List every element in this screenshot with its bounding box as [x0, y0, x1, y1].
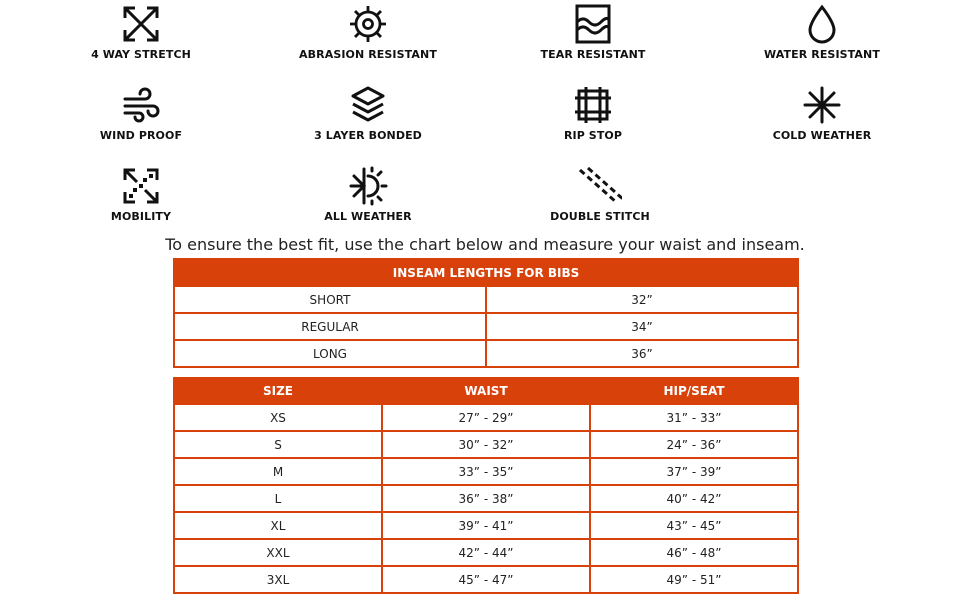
feature-cold-weather — [747, 83, 897, 142]
table-row — [174, 512, 798, 539]
feature-label: WATER RESISTANT — [764, 48, 880, 61]
all-weather-icon — [346, 164, 390, 208]
table-row — [174, 566, 798, 593]
inseam-length-name: SHORT — [174, 286, 486, 313]
hip-seat-cell: 46” - 48” — [590, 539, 798, 566]
waist-cell: 36” - 38” — [382, 485, 590, 512]
hip-seat-cell: 40” - 42” — [590, 485, 798, 512]
size-cell: M — [174, 458, 382, 485]
waist-column-header: WAIST — [382, 378, 590, 404]
feature-abrasion-resistant — [293, 2, 443, 61]
inseam-length-value: 34” — [486, 313, 798, 340]
feature-label: COLD WEATHER — [772, 129, 872, 142]
table-row — [174, 340, 798, 367]
size-cell: 3XL — [174, 566, 382, 593]
inseam-length-value: 36” — [486, 340, 798, 367]
mobility-icon — [119, 164, 163, 208]
feature-all-weather — [293, 164, 443, 223]
feature-label: DOUBLE STITCH — [550, 210, 650, 223]
table-row — [174, 313, 798, 340]
feature-tear-resistant — [518, 2, 668, 61]
size-cell: XS — [174, 404, 382, 431]
rip-stop-icon — [571, 83, 615, 127]
table-row — [174, 539, 798, 566]
size-table — [173, 377, 799, 594]
hip-seat-column-header: HIP/SEAT — [590, 378, 798, 404]
feature-wind-proof — [66, 83, 216, 142]
fit-instructions: To ensure the best fit, use the chart below and measure your waist and inseam. — [165, 235, 805, 254]
waist-cell: 27” - 29” — [382, 404, 590, 431]
inseam-length-name: REGULAR — [174, 313, 486, 340]
cold-weather-icon — [800, 83, 844, 127]
inseam-length-value: 32” — [486, 286, 798, 313]
hip-seat-cell: 43” - 45” — [590, 512, 798, 539]
table-row — [174, 458, 798, 485]
4-way-stretch-icon — [119, 2, 163, 46]
3-layer-bonded-icon — [346, 83, 390, 127]
double-stitch-icon — [578, 164, 622, 208]
feature-double-stitch — [525, 164, 675, 223]
waist-cell: 33” - 35” — [382, 458, 590, 485]
hip-seat-cell: 24” - 36” — [590, 431, 798, 458]
feature-label: RIP STOP — [563, 129, 623, 142]
size-column-header: SIZE — [174, 378, 382, 404]
feature-label: 3 LAYER BONDED — [314, 129, 422, 142]
tear-resistant-icon — [571, 2, 615, 46]
waist-cell: 42” - 44” — [382, 539, 590, 566]
table-row — [174, 431, 798, 458]
inseam-table-title: INSEAM LENGTHS FOR BIBS — [174, 259, 798, 286]
feature-label: WIND PROOF — [99, 129, 183, 142]
hip-seat-cell: 31” - 33” — [590, 404, 798, 431]
feature-label: TEAR RESISTANT — [540, 48, 646, 61]
feature-water-resistant — [747, 2, 897, 61]
waist-cell: 45” - 47” — [382, 566, 590, 593]
feature-label: ALL WEATHER — [324, 210, 412, 223]
feature-label: MOBILITY — [110, 210, 172, 223]
waist-cell: 30” - 32” — [382, 431, 590, 458]
table-row — [174, 485, 798, 512]
hip-seat-cell: 49” - 51” — [590, 566, 798, 593]
feature-3-layer-bonded — [293, 83, 443, 142]
inseam-table — [173, 258, 799, 368]
feature-label: 4 WAY STRETCH — [91, 48, 191, 61]
feature-rip-stop — [518, 83, 668, 142]
size-cell: XL — [174, 512, 382, 539]
water-resistant-icon — [800, 2, 844, 46]
size-cell: L — [174, 485, 382, 512]
hip-seat-cell: 37” - 39” — [590, 458, 798, 485]
inseam-length-name: LONG — [174, 340, 486, 367]
waist-cell: 39” - 41” — [382, 512, 590, 539]
size-cell: XXL — [174, 539, 382, 566]
abrasion-resistant-icon — [346, 2, 390, 46]
table-row — [174, 404, 798, 431]
table-row — [174, 286, 798, 313]
feature-mobility — [66, 164, 216, 223]
feature-4-way-stretch — [66, 2, 216, 61]
size-cell: S — [174, 431, 382, 458]
wind-proof-icon — [119, 83, 163, 127]
feature-label: ABRASION RESISTANT — [299, 48, 437, 61]
